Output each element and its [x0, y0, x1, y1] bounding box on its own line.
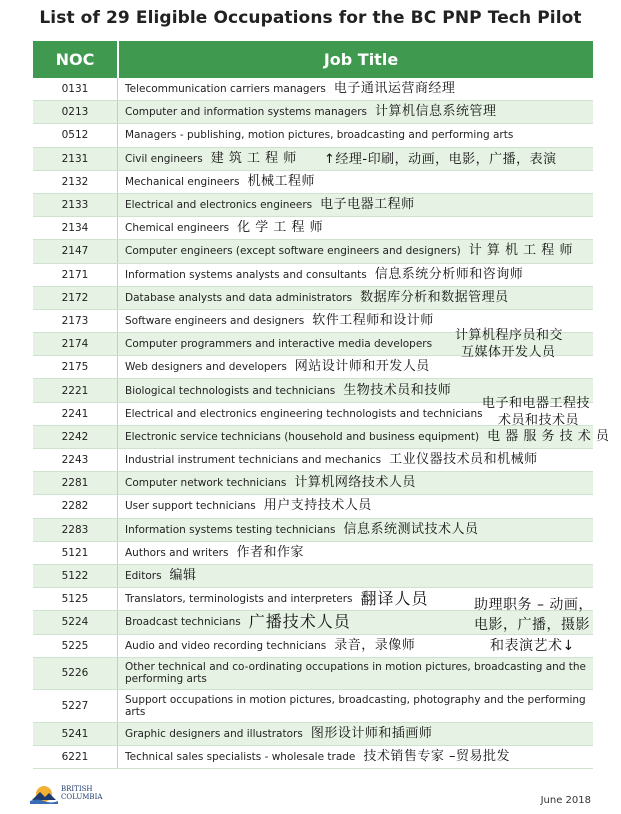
- table-row: [33, 426, 610, 449]
- table-header: [33, 41, 593, 78]
- table-row: [33, 194, 593, 217]
- chinese-title: 化 学 工 程 师: [237, 220, 324, 236]
- table-row: [33, 723, 593, 746]
- noc-code: 6221: [33, 746, 118, 768]
- chinese-title: 建 筑 工 程 师: [210, 150, 297, 166]
- job-title: Managers - publishing, motion pictures, broadcasting and performing arts: [125, 129, 514, 142]
- job-title: Electronic service technicians (household and business equipment): [125, 430, 480, 443]
- chinese-title: 工业仪器技术员和机械师: [389, 452, 538, 468]
- job-cell: [118, 694, 593, 718]
- chinese-title: 计 算 机 工 程 师: [468, 243, 573, 259]
- table-row: [33, 658, 593, 691]
- job-title: Mechanical engineers: [125, 175, 240, 188]
- note-5125-line1: 助理职务 – 动画，: [474, 597, 593, 613]
- job-cell: [118, 106, 593, 118]
- noc-code: 5122: [33, 565, 118, 587]
- chinese-title: 录音，录像师: [334, 637, 416, 653]
- chinese-title: 计算机信息系统管理: [375, 104, 497, 120]
- table-row: [33, 449, 593, 472]
- noc-code: 5227: [33, 690, 118, 722]
- note-2174-line1: 计算机程序员和交: [455, 328, 564, 343]
- note-5225: 和表演艺术↓: [490, 638, 575, 654]
- note-5125-line2: 电影，广播，摄影: [474, 617, 590, 633]
- table-row: [33, 124, 593, 147]
- logo-line2: COLUMBIA: [61, 793, 103, 801]
- noc-code: 2281: [33, 472, 118, 494]
- table-row: [33, 746, 593, 769]
- job-title: Web designers and developers: [125, 361, 287, 374]
- chinese-title: 计算机网络技术人员: [294, 475, 416, 491]
- job-title: Editors: [125, 570, 162, 583]
- job-cell: [118, 129, 593, 141]
- job-title: Computer and information systems managers: [125, 106, 367, 119]
- noc-code: 2221: [33, 379, 118, 401]
- noc-code: 5241: [33, 723, 118, 745]
- noc-code: 5226: [33, 658, 118, 690]
- noc-code: 2241: [33, 403, 118, 425]
- table-row: [33, 495, 593, 518]
- table-row: [33, 264, 593, 287]
- table-row: [33, 78, 593, 101]
- noc-code: 2171: [33, 264, 118, 286]
- job-title: Civil engineers: [125, 152, 203, 165]
- chinese-title: 电 器 服 务 技 术 员: [487, 428, 610, 444]
- chinese-title: 翻译人员: [360, 589, 429, 609]
- job-cell: [118, 725, 593, 741]
- job-title: Chemical engineers: [125, 222, 230, 235]
- noc-code: 2132: [33, 171, 118, 193]
- job-cell: [118, 173, 593, 189]
- sun-mountain-icon: [30, 782, 58, 804]
- job-title: Biological technologists and technicians: [125, 384, 336, 397]
- job-cell: [118, 454, 593, 466]
- job-cell: [118, 289, 593, 305]
- job-title: Other technical and co-ordinating occupations in motion pictures, broadcasting and the performing arts: [125, 661, 587, 686]
- logo-line1: BRITISH: [61, 785, 93, 793]
- chinese-title: 技术销售专家 –贸易批发: [363, 748, 511, 764]
- job-title: Information systems testing technicians: [125, 523, 336, 536]
- noc-code: 2282: [33, 495, 118, 517]
- job-cell: [118, 521, 593, 537]
- job-cell: [118, 83, 593, 95]
- job-title: Broadcast technicians: [125, 616, 241, 629]
- table-row: [33, 217, 593, 240]
- bc-logo: [30, 782, 102, 804]
- chinese-title: 软件工程师和设计师: [312, 312, 434, 328]
- note-2131: ↑经理-印刷，动画，电影，广播，表演: [324, 152, 557, 167]
- job-title: Software engineers and designers: [125, 314, 305, 327]
- note-2241-line1: 电子和电器工程技: [482, 396, 591, 411]
- chinese-title: 生物技术员和技师: [343, 382, 452, 398]
- job-title: Computer network technicians: [125, 477, 287, 490]
- noc-code: 2133: [33, 194, 118, 216]
- noc-header: NOC: [33, 41, 119, 78]
- noc-code: 5125: [33, 588, 118, 610]
- noc-code: 2147: [33, 240, 118, 262]
- table-row: [33, 171, 593, 194]
- chinese-title: 编辑: [169, 568, 197, 584]
- chinese-title: 电子通讯运营商经理: [333, 81, 456, 97]
- footer-date: June 2018: [540, 795, 591, 806]
- job-title: User support technicians: [125, 500, 256, 513]
- job-title: Electrical and electronics engineers: [125, 199, 313, 212]
- job-title: Industrial instrument technicians and mechanics: [125, 454, 382, 467]
- noc-code: 2131: [33, 148, 118, 170]
- job-cell: [118, 266, 593, 282]
- job-title: Database analysts and data administrators: [125, 291, 353, 304]
- job-cell: [118, 748, 593, 764]
- job-title: Information systems analysts and consultants: [125, 268, 367, 281]
- noc-code: 2283: [33, 519, 118, 541]
- chinese-title: 信息系统分析师和咨询师: [374, 266, 524, 282]
- job-cell: [118, 222, 593, 234]
- job-title: Support occupations in motion pictures, broadcasting, photography and the performing arts: [125, 693, 586, 718]
- chinese-title: 作者和作家: [236, 544, 304, 560]
- noc-code: 2134: [33, 217, 118, 239]
- noc-code: 2173: [33, 310, 118, 332]
- noc-code: 5224: [33, 611, 118, 633]
- chinese-title: 数据库分析和数据管理员: [360, 289, 509, 305]
- noc-code: 2243: [33, 449, 118, 471]
- note-2241-line2: 术员和技术员: [498, 413, 580, 428]
- chinese-title: 机械工程师: [247, 173, 315, 189]
- job-title: Audio and video recording technicians: [125, 639, 327, 652]
- chinese-title: 图形设计师和插画师: [310, 725, 433, 741]
- job-cell: [118, 245, 593, 257]
- noc-code: 0131: [33, 78, 118, 100]
- noc-code: 0512: [33, 124, 118, 146]
- job-cell: [118, 199, 593, 211]
- chinese-title: 网站设计师和开发人员: [294, 359, 430, 375]
- job-cell: [118, 312, 593, 328]
- chinese-title: 信息系统测试技术人员: [343, 521, 479, 537]
- chinese-title: 电子电器工程师: [320, 197, 415, 213]
- table-row: [33, 690, 593, 723]
- noc-code: 5225: [33, 635, 118, 657]
- job-title: Telecommunication carriers managers: [125, 83, 326, 96]
- job-cell: [118, 570, 593, 582]
- table-row: [33, 101, 593, 124]
- job-cell: [118, 361, 593, 373]
- table-row: [33, 519, 593, 542]
- note-2174-line2: 互媒体开发人员: [461, 345, 556, 360]
- job-cell: [118, 544, 593, 560]
- chinese-title: 用户支持技术人员: [263, 498, 372, 514]
- noc-code: 2172: [33, 287, 118, 309]
- job-cell: [118, 661, 593, 685]
- table-row: [33, 542, 593, 565]
- job-title: Technical sales specialists - wholesale trade: [125, 750, 356, 763]
- job-cell: [118, 428, 610, 444]
- page-title: List of 29 Eligible Occupations for the BC PNP Tech Pilot: [39, 8, 582, 28]
- chinese-title: 广播技术人员: [248, 612, 351, 632]
- job-title: Authors and writers: [125, 546, 229, 559]
- table-row: [33, 287, 593, 310]
- job-cell: [118, 477, 593, 489]
- table-row: [33, 565, 593, 588]
- table-row: [33, 240, 593, 263]
- job-title: Computer programmers and interactive media developers: [125, 338, 433, 351]
- table-row: [33, 472, 593, 495]
- noc-code: 0213: [33, 101, 118, 123]
- noc-code: 5121: [33, 542, 118, 564]
- job-title: Computer engineers (except software engineers and designers): [125, 245, 461, 258]
- job-title: Translators, terminologists and interpreters: [125, 593, 353, 606]
- noc-code: 2174: [33, 333, 118, 355]
- noc-code: 2242: [33, 426, 118, 448]
- noc-code: 2175: [33, 356, 118, 378]
- job-title: Electrical and electronics engineering technologists and technicians: [125, 407, 483, 420]
- job-title: Graphic designers and illustrators: [125, 727, 303, 740]
- job-title-header: Job Title: [323, 50, 399, 69]
- job-cell: [118, 500, 593, 512]
